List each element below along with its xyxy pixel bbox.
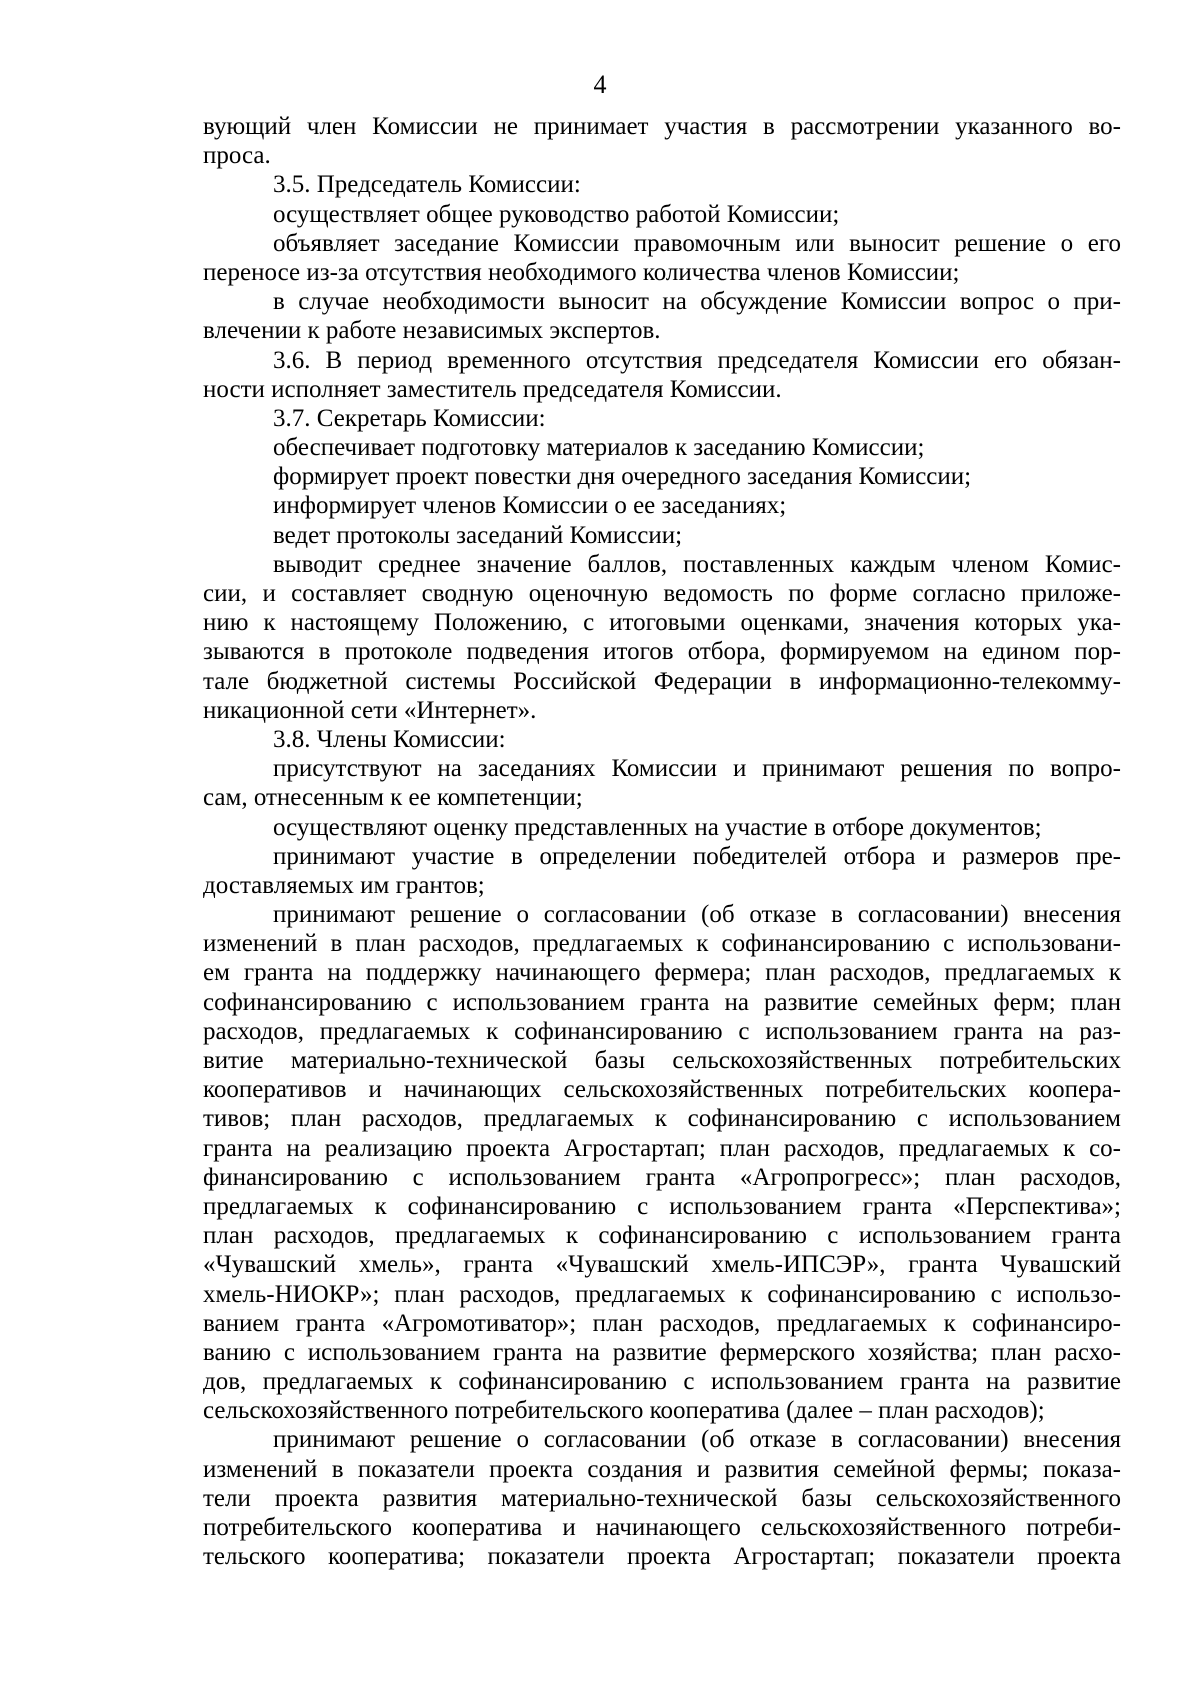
text-line: ности исполняет заместитель председателя Комиссии. [203, 375, 782, 403]
text-line: софинансированию с использованием гранта на развитие семейных ферм; план [203, 988, 1121, 1016]
document-body [203, 112, 1121, 1571]
text-line: ванию с использованием гранта на развитие фермерского хозяйства; план расхо- [203, 1338, 1121, 1366]
text-line: принимают решение о согласовании (об отказе в согласовании) внесения [273, 1426, 1121, 1454]
text-line: «Чувашский хмель», гранта «Чувашский хмель-ИПСЭР», гранта Чувашский [203, 1251, 1121, 1279]
text-line: тельского кооператива; показатели проекта Агростартап; показатели проекта [203, 1543, 1121, 1571]
text-line: переносе из-за отсутствия необходимого количества членов Комиссии; [203, 258, 960, 286]
text-line: кооперативов и начинающих сельскохозяйственных потребительских коопера- [203, 1076, 1121, 1104]
text-line: сам, отнесенным к ее компетенции; [203, 784, 583, 812]
text-line: зываются в протоколе подведения итогов отбора, формируемом на едином пор- [203, 638, 1121, 666]
text-line: 3.6. В период временного отсутствия председателя Комиссии его обязан- [273, 346, 1121, 374]
text-line: план расходов, предлагаемых к софинансированию с использованием гранта [203, 1222, 1121, 1250]
text-line: вующий член Комиссии не принимает участия в рассмотрении указанного во- [203, 113, 1121, 140]
text-line: сельскохозяйственного потребительского кооператива (далее – план расходов); [203, 1397, 1045, 1425]
text-line: осуществляют оценку представленных на участие в отборе документов; [273, 813, 1042, 841]
text-line: тале бюджетной системы Российской Федерации в информационно-телекомму- [203, 667, 1121, 695]
text-line: никационной сети «Интернет». [203, 696, 537, 724]
text-line: информирует членов Комиссии о ее заседаниях; [273, 492, 787, 520]
text-line: 3.8. Члены Комиссии: [273, 725, 506, 753]
text-line: ванием гранта «Агромотиватор»; план расходов, предлагаемых к софинансиро- [203, 1309, 1121, 1337]
text-line: присутствуют на заседаниях Комиссии и принимают решения по вопро- [273, 755, 1121, 783]
text-line: гранта на реализацию проекта Агростартап; план расходов, предлагаемых к со- [203, 1134, 1121, 1162]
text-line: 3.5. Председатель Комиссии: [273, 171, 581, 199]
text-line: финансированию с использованием гранта «Агропрогресс»; план расходов, [203, 1163, 1121, 1191]
text-line: формирует проект повестки дня очередного заседания Комиссии; [273, 463, 972, 491]
text-line: потребительского кооператива и начинающего сельскохозяйственного потреби- [203, 1514, 1121, 1541]
text-line: тели проекта развития материально-технической базы сельскохозяйственного [203, 1484, 1121, 1512]
text-line: ем гранта на поддержку начинающего фермера; план расходов, предлагаемых к [203, 959, 1121, 987]
text-line: в случае необходимости выносит на обсуждение Комиссии вопрос о при- [273, 288, 1121, 316]
text-line: дов, предлагаемых к софинансированию с использованием гранта на развитие [203, 1368, 1121, 1396]
text-line: 3.7. Секретарь Комиссии: [273, 404, 546, 432]
text-line: проса. [203, 142, 271, 170]
text-line: объявляет заседание Комиссии правомочным или выносит решение о его [273, 229, 1121, 257]
text-line: изменений в план расходов, предлагаемых к софинансированию с использовани- [203, 930, 1121, 958]
text-line: нию к настоящему Положению, с итоговыми оценками, значения которых ука- [203, 609, 1121, 637]
text-line: обеспечивает подготовку материалов к заседанию Комиссии; [273, 434, 925, 462]
text-line: расходов, предлагаемых к софинансированию с использованием гранта на раз- [203, 1017, 1121, 1045]
text-line: выводит среднее значение баллов, поставленных каждым членом Комис- [273, 550, 1121, 578]
text-line: осуществляет общее руководство работой Комиссии; [273, 200, 840, 228]
text-line: хмель-НИОКР»; план расходов, предлагаемых к софинансированию с использо- [203, 1280, 1121, 1308]
text-line: предлагаемых к софинансированию с использованием гранта «Перспектива»; [203, 1192, 1121, 1220]
text-line: влечении к работе независимых экспертов. [203, 317, 661, 345]
text-line: витие материально-технической базы сельскохозяйственных потребительских [203, 1047, 1121, 1074]
page-number: 4 [593, 70, 607, 99]
text-line: принимают решение о согласовании (об отказе в согласовании) внесения [273, 901, 1121, 929]
text-line: изменений в показатели проекта создания и развития семейной фермы; показа- [203, 1455, 1121, 1483]
text-line: доставляемых им грантов; [203, 871, 485, 899]
text-line: ведет протоколы заседаний Комиссии; [273, 521, 683, 549]
text-line: сии, и составляет сводную оценочную ведомость по форме согласно приложе- [203, 580, 1121, 607]
text-line: принимают участие в определении победителей отбора и размеров пре- [273, 842, 1121, 870]
text-line: тивов; план расходов, предлагаемых к софинансированию с использованием [203, 1105, 1121, 1133]
